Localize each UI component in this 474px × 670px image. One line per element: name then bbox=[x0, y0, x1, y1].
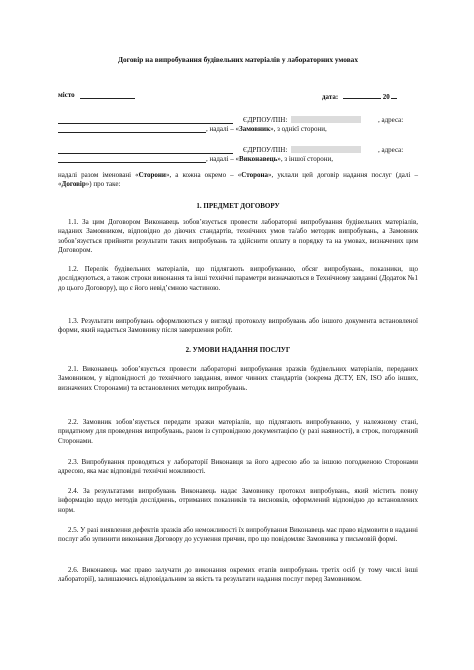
section-2-heading: 2. УМОВИ НАДАННЯ ПОСЛУГ bbox=[185, 346, 291, 354]
city-label: місто bbox=[58, 91, 75, 99]
intro-paragraph: надалі разом іменовані «Сторони», а кожна окремо – «Сторона», уклали цей договір надання послуг (далі – «Договір») про таке: bbox=[58, 171, 418, 189]
clause-1-2: 1.2. Перелік будівельних матеріалів, що підлягають випробуванню, обсяг випробувань, показники, що досліджуються, а також строки виконання та інші технічні параметри визначаються в Технічному завданні (Додаток №1 до цього Договору), що є його невід’ємною частиною. bbox=[58, 265, 418, 292]
contractor-address-field[interactable] bbox=[58, 155, 206, 166]
date-label: дата: bbox=[322, 93, 339, 101]
clause-1-1: 1.1. За цим Договором Виконавець зобов’язується провести лабораторні випробування будівельних матеріалів, наданих Замовником, відповідно до діючих стандартів, технічних умов та/або методик випробувань, а Замовник зобов’язується прийняти результати таких випробувань та здійснити оплату в порядку та на умовах, визначених цим Договором. bbox=[58, 218, 418, 255]
customer-address-field[interactable] bbox=[58, 125, 206, 136]
document-title: Договір на випробування будівельних матеріалів у лабораторних умовах bbox=[118, 55, 358, 64]
clause-2-4: 2.4. За результатами випробувань Виконавець надає Замовнику протокол випробувань, який містить повну інформацію щодо методів досліджень, отриманих показників та висновків, оформлений відповідно до встановлених норм. bbox=[58, 487, 418, 514]
clause-2-6: 2.6. Виконавець має право залучати до виконання окремих етапів випробувань третіх осіб (у тому числі інші лабораторії), залишаючись відповідальним за якість та результати надання послуг перед Замовником. bbox=[58, 566, 418, 584]
clause-2-3: 2.3. Випробування проводяться у лабораторії Виконавця за його адресою або за іншою погодженою Сторонами адресою, яка має відповідні технічні можливості. bbox=[58, 458, 418, 476]
customer-address-label: , адреса: bbox=[378, 116, 404, 124]
clause-1-3: 1.3. Результати випробувань оформлюються у вигляді протоколу випробувань або іншого документа встановленої форми, який надається Замовнику після завершення робіт. bbox=[58, 317, 418, 335]
year-label: 20 bbox=[382, 93, 390, 101]
customer-role: , надалі – «Замовник», з однієї сторони, bbox=[206, 125, 327, 133]
date-field[interactable] bbox=[322, 91, 397, 102]
clause-2-2: 2.2. Замовник зобов’язується передати зразки матеріалів, що підлягають випробуванню, у належному стані, придатному для проведення випробувань, разом із супровідною документацією (у разі наявності), в строк, погоджений Сторонами. bbox=[58, 418, 418, 445]
section-1-heading: 1. ПРЕДМЕТ ДОГОВОРУ bbox=[196, 202, 280, 210]
contractor-role: , надалі – «Виконавець», з іншої сторони, bbox=[206, 155, 333, 163]
clause-2-5: 2.5. У разі виявлення дефектів зразків або неможливості їх випробування Виконавець має право відмовити в наданні послуг або зупинити виконання Договору до усунення причин, про що повідомляє Замовника у письмовій формі. bbox=[58, 526, 418, 544]
contractor-address-label: , адреса: bbox=[378, 146, 404, 154]
customer-edrpou[interactable]: ЄДРПОУ/ПІН: bbox=[243, 116, 361, 125]
clause-2-1: 2.1. Виконавець зобов’язується провести лабораторні випробування зразків будівельних матеріалів, переданих Замовником, у відповідності до технічного завдання, вимог чинних стандартів (зокрема ДСТУ, EN, ISO або інших, визначених Сторонами) та встановлених методик випробувань. bbox=[58, 365, 418, 392]
contractor-edrpou[interactable]: ЄДРПОУ/ПІН: bbox=[243, 146, 361, 155]
city-field[interactable] bbox=[80, 91, 135, 102]
